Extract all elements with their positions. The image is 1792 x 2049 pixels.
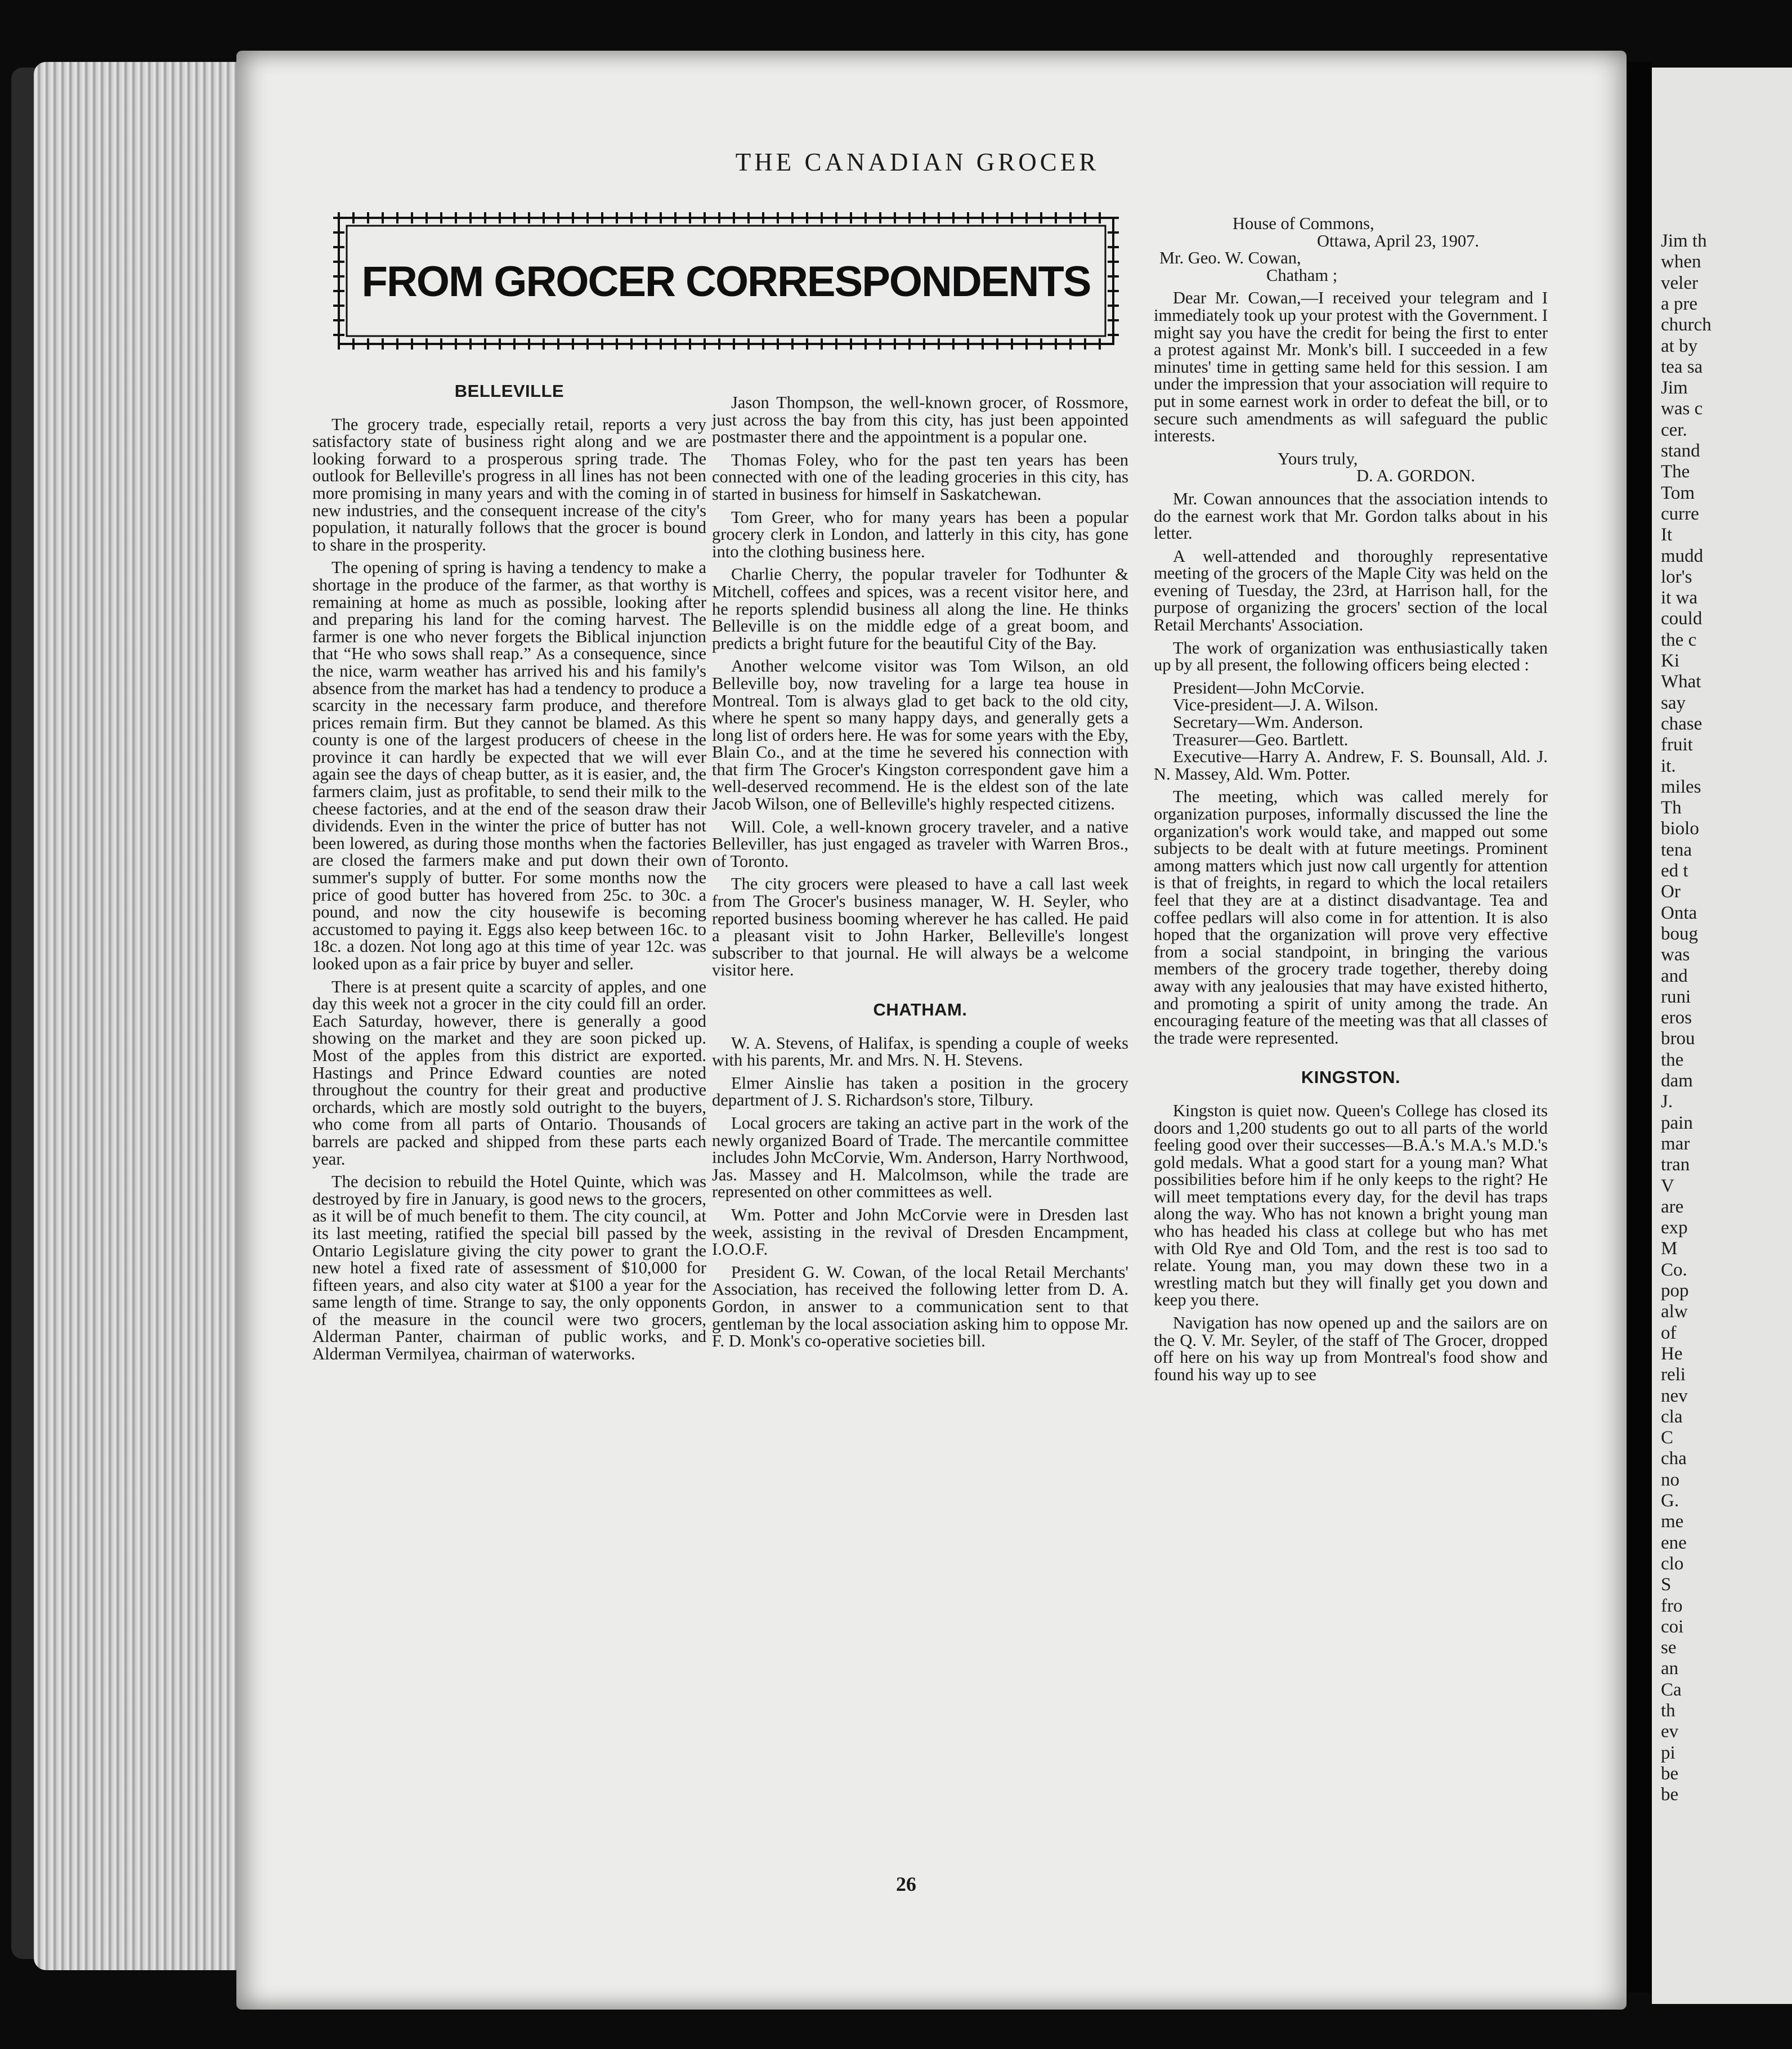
facing-page-text: clo xyxy=(1661,1553,1684,1574)
facing-page-text: be xyxy=(1661,1763,1679,1784)
facing-page-text: at by xyxy=(1661,335,1698,356)
belleville-paragraph: The grocery trade, especially retail, reports a very satisfactory state of business right along and we are looking forward to a prosperous spring trade. The outlook for Belleville's progress in all lines has not been more promising in many years and with the coming in of new industries, and the consequent increase of the city's population, it naturally follows that the grocer is bound to share in the prosperity. xyxy=(312,414,706,554)
facing-page-text: Ca xyxy=(1661,1679,1682,1700)
facing-page-text: Co. xyxy=(1661,1259,1687,1280)
facing-page-text: alw xyxy=(1661,1301,1688,1322)
kingston-heading: KINGSTON. xyxy=(1301,1067,1401,1088)
page-edges xyxy=(34,62,248,1970)
facing-page-text: miles xyxy=(1661,776,1701,797)
facing-page-text: chase xyxy=(1661,713,1703,734)
chatham-paragraph: Elmer Ainslie has taken a position in the grocery department of J. S. Richardson's store, Tilbury. xyxy=(712,1073,1128,1110)
book-gutter xyxy=(1624,62,1652,1993)
facing-page-text: me xyxy=(1661,1511,1684,1532)
news-paragraph: The city grocers were pleased to have a call last week from The Grocer's business manager, W. H. Seyler, who reported business booming wherever he has called. He paid a pleasant visit to John Harker, Belleville's longest subscriber to that journal. He will always be a welcome visitor here. xyxy=(712,874,1128,980)
facing-page-text: C xyxy=(1661,1428,1674,1448)
chatham-paragraph: The work of organization was enthusiastically taken up by all present, the following officers being elected : xyxy=(1154,638,1548,675)
column-left xyxy=(312,383,706,1368)
facing-page-text: It xyxy=(1661,525,1673,545)
letter-addressee: Mr. Geo. W. Cowan, xyxy=(1159,248,1301,268)
facing-page-text: J. xyxy=(1661,1091,1673,1112)
officer-line: President—John McCorvie. xyxy=(1173,678,1365,697)
facing-page-text: S xyxy=(1661,1574,1672,1595)
facing-page-text: the c xyxy=(1661,629,1697,650)
facing-page-text: eros xyxy=(1661,1008,1692,1028)
column-right xyxy=(1154,215,1548,1389)
facing-page-text: it wa xyxy=(1661,588,1698,609)
news-paragraph: Charlie Cherry, the popular traveler for Todhunter & Mitchell, coffees and spices, was a recent visitor here, and he reports splendid business all along the line. He thinks Belleville is on the middle edge of a great boom, and predicts a bright future for the beautiful City of the Bay. xyxy=(712,565,1128,653)
facing-page-text: tena xyxy=(1661,839,1692,860)
facing-page-text: G. xyxy=(1661,1491,1679,1511)
chatham-paragraph: A well-attended and thoroughly representative meeting of the grocers of the Maple City was held on the evening of Tuesday, the 23rd, at Harrison hall, for the purpose of organizing the grocers' section of the local Retail Merchants' Association. xyxy=(1154,546,1548,635)
facing-page-text: Jim th xyxy=(1661,231,1707,251)
facing-page-text: reli xyxy=(1661,1364,1686,1385)
facing-page-text: could xyxy=(1661,609,1703,629)
facing-page-text: curre xyxy=(1661,503,1699,524)
facing-page-text: the xyxy=(1661,1049,1684,1070)
facing-page-text: was xyxy=(1661,945,1690,965)
facing-page-text: say xyxy=(1661,692,1686,713)
facing-page-text: was c xyxy=(1661,399,1703,419)
news-paragraph: Another welcome visitor was Tom Wilson, an old Belleville boy, now traveling for a large tea house in Montreal. Tom is always glad to get back to the old city, where he spent so many happy days, and generally gets a long list of orders here. He was for some years with the Eby, Blain Co., and at the time he severed his connection with that firm The Grocer's Kingston correspondent gave him a well-deserved recommend. He is the eldest son of the late Jacob Wilson, one of Belleville's highly respected citizens. xyxy=(712,656,1128,814)
section-heading: FROM GROCER CORRESPONDENTS xyxy=(361,258,1091,306)
facing-page-text: dam xyxy=(1661,1071,1693,1091)
facing-page-text: Onta xyxy=(1661,902,1697,923)
belleville-heading: BELLEVILLE xyxy=(454,381,565,401)
officer-line: Executive—Harry A. Andrew, F. S. Bounsall, Ald. J. N. Massey, Ald. Wm. Potter. xyxy=(1154,747,1548,784)
facing-page-text: tran xyxy=(1661,1155,1690,1175)
facing-page-text: cla xyxy=(1661,1406,1683,1427)
chatham-paragraph: Wm. Potter and John McCorvie were in Dresden last week, assisting in the revival of Dresden Encampment, I.O.O.F. xyxy=(712,1205,1128,1259)
facing-page-text: church xyxy=(1661,315,1712,335)
facing-page-text: Jim xyxy=(1661,378,1688,399)
facing-page-text: are xyxy=(1661,1196,1684,1217)
letter-close: Yours truly, xyxy=(1278,449,1358,468)
letter-signature: D. A. GORDON. xyxy=(1356,466,1475,486)
heading-box xyxy=(332,211,1120,351)
facing-page-text: fro xyxy=(1661,1595,1683,1616)
facing-page-text: exp xyxy=(1661,1218,1688,1238)
facing-page-text: ev xyxy=(1661,1721,1679,1742)
chatham-heading: CHATHAM. xyxy=(873,1000,967,1019)
facing-page-text: pain xyxy=(1661,1112,1693,1133)
facing-page-text: when xyxy=(1661,252,1701,272)
news-paragraph: Will. Cole, a well-known grocery traveler, and a native Belleviller, has just engaged as traveler with Warren Bros., of Toronto. xyxy=(712,817,1128,871)
news-paragraph: Thomas Foley, who for the past ten years has been connected with one of the leading groceries in this city, has started in business for himself in Saskatchewan. xyxy=(712,450,1128,504)
facing-page-text: and xyxy=(1661,965,1688,986)
facing-page-text: ed t xyxy=(1661,861,1688,881)
facing-page-text: Th xyxy=(1661,798,1682,818)
letter-body: Dear Mr. Cowan,—I received your telegram and I immediately took up your protest with the Government. I might say you have the credit for being the first to enter a protest against Mr. Monk's bill. I succeeded in a few minutes' time in getting same held for this session. I am under the impression that your association will require to put in some earnest work in order to defeat the bill, or to secure such amendments as will safeguard the public interests. xyxy=(1154,288,1548,446)
kingston-paragraph: Navigation has now opened up and the sailors are on the Q. V. Mr. Seyler, of the staff of The Grocer, dropped off here on his way up from Montreal's food show and found his way up to see xyxy=(1154,1313,1548,1384)
facing-page-text: an xyxy=(1661,1658,1679,1679)
facing-page-text: no xyxy=(1661,1469,1679,1490)
facing-page-text: stand xyxy=(1661,441,1700,461)
facing-page-text: He xyxy=(1661,1343,1683,1364)
facing-page-text: mar xyxy=(1661,1133,1690,1154)
chatham-paragraph: President G. W. Cowan, of the local Retail Merchants' Association, has received the following letter from D. A. Gordon, in answer to a communication sent to that gentleman by the local association asking him to oppose Mr. F. D. Monk's co-operative societies bill. xyxy=(712,1262,1128,1351)
chatham-paragraph: Mr. Cowan announces that the association intends to do the earnest work that Mr. Gordon talks about in his letter. xyxy=(1154,489,1548,543)
facing-page-text: boug xyxy=(1661,923,1698,944)
facing-page-text: se xyxy=(1661,1638,1677,1658)
facing-page-text: it. xyxy=(1661,755,1676,776)
facing-page-text: What xyxy=(1661,672,1701,692)
facing-page-text: cha xyxy=(1661,1448,1687,1469)
facing-page-text: cer. xyxy=(1661,419,1687,440)
facing-page-text: fruit xyxy=(1661,735,1693,755)
facing-page-text: runi xyxy=(1661,986,1691,1007)
facing-page-text: lor's xyxy=(1661,566,1692,587)
meeting-paragraph: The meeting, which was called merely for organization purposes, informally discussed the line the organization's work would take, and mapped out some subjects to be dealt with at future meetings. Prominent among matters which just now call urgently for attention is that of freights, in regard to which the local retailers feel that they are at a distinct disadvantage. Tea and coffee pedlars will also come in for attention. It is also hoped that the organization will prove very effective from a social standpoint, in bringing the various members of the grocery trade together, thereby doing away with any jealousies that may have existed hitherto, and promoting a spirit of unity among the trade. An encouraging feature of the meeting was that all classes of the trade were represented. xyxy=(1154,787,1548,1048)
facing-page-text: coi xyxy=(1661,1616,1684,1637)
facing-page xyxy=(1652,68,1792,2004)
belleville-paragraph: There is at present quite a scarcity of apples, and one day this week not a grocer in the city could fill an order. Each Saturday, however, there is generally a good showing on the market and they are soon picked up. Most of the apples from this district are exported. Hastings and Prince Edward counties are noted throughout the country for their great and productive orchards, which are mostly sold outright to the buyers, who come from all parts of Ontario. Thousands of barrels are packed and shipped from these parts each year. xyxy=(312,977,706,1169)
officer-line: Secretary—Wm. Anderson. xyxy=(1173,713,1363,732)
kingston-paragraph: Kingston is quiet now. Queen's College has closed its doors and 1,200 students go out to all parts of the world feeling good over their successes—B.A.'s M.A.'s M.D.'s gold medals. What a good start for a young man? What possibilities before him if he only keeps to the right? He will meet temptations every day, for the devil has traps along the way. Who has not known a bright young man who has headed his class at college but who has met with Old Rye and Old Tom, and the rest is too sad to relate. Young man, you may down these two in a wrestling match but they will finally get you down and keep you there. xyxy=(1154,1100,1548,1310)
facing-page-text: Or xyxy=(1661,882,1681,902)
facing-page-text: brou xyxy=(1661,1028,1695,1049)
facing-page-text: mudd xyxy=(1661,545,1704,566)
chatham-paragraph: Local grocers are taking an active part in the work of the newly organized Board of Trade. The mercantile committee includes John McCorvie, Wm. Anderson, Harry Northwood, Jas. Massey and H. Malcolmson, while the trade are represented on other committees as well. xyxy=(712,1113,1128,1202)
facing-page-text: Ki xyxy=(1661,651,1679,671)
facing-page-text: M xyxy=(1661,1238,1678,1259)
letter-date: Ottawa, April 23, 1907. xyxy=(1317,231,1480,250)
facing-page-text: veler xyxy=(1661,272,1698,293)
facing-page-text: The xyxy=(1661,462,1690,482)
facing-page-text: ene xyxy=(1661,1532,1687,1553)
column-middle xyxy=(712,394,1128,1355)
facing-page-text: tea sa xyxy=(1661,356,1703,377)
facing-page-text: th xyxy=(1661,1701,1675,1721)
chatham-paragraph: W. A. Stevens, of Halifax, is spending a couple of weeks with his parents, Mr. and Mrs. N. H. Stevens. xyxy=(712,1033,1128,1070)
officer-line: Vice-president—J. A. Wilson. xyxy=(1173,695,1378,715)
facing-page-text: V xyxy=(1661,1175,1674,1196)
facing-page-text: nev xyxy=(1661,1385,1688,1406)
officer-line: Treasurer—Geo. Bartlett. xyxy=(1173,730,1349,749)
facing-page-text: pop xyxy=(1661,1281,1689,1301)
running-head: THE CANADIAN GROCER xyxy=(735,148,1100,176)
letter-sender: House of Commons, xyxy=(1233,214,1374,233)
facing-page-text: biolo xyxy=(1661,818,1699,839)
facing-page-text: pi xyxy=(1661,1742,1675,1763)
facing-page-text: be xyxy=(1661,1784,1679,1805)
belleville-paragraph: The decision to rebuild the Hotel Quinte, which was destroyed by fire in January, is good news to the grocers, as it will be of much benefit to them. The city council, at its last meeting, ratified the special bill passed by the Ontario Legislature giving the city power to grant the new hotel a fixed rate of assessment of $10,000 for fifteen years, and also city water at $100 a year for the same length of time. Strange to say, the only opponents of the measure in the council were two grocers, Alderman Panter, chairman of public works, and Alderman Vermilyea, chairman of waterworks. xyxy=(312,1172,706,1364)
page-number: 26 xyxy=(896,1873,916,1895)
letter-place: Chatham ; xyxy=(1266,265,1338,285)
news-paragraph: Jason Thompson, the well-known grocer, of Rossmore, just across the bay from this city, has just been appointed postmaster there and the appointment is a popular one. xyxy=(712,393,1128,447)
belleville-paragraph: The opening of spring is having a tendency to make a shortage in the produce of the farmer, as that worthy is remaining at home as much as possible, looking after and preparing his land for the coming harvest. The farmer is one who never forgets the Biblical injunction that “He who sows shall reap.” As a consequence, since the nice, warm weather has arrived his and his family's absence from the market has had a tendency to produce a scarcity in the necessary farm produce, and therefore prices remain firm. But they cannot be blamed. As this county is one of the largest producers of cheese in the province it can hardly be expected that we will ever again see the days of cheap butter, as it is easier, and, the farmers claim, just as profitable, to send their milk to the cheese factories, and at the end of the season draw their dividends. Even in the winter the price of butter has not been lowered, as during those months when the factories are closed the farmers make and put down their own summer's supply of butter. For some months now the price of good butter has hovered from 25c. to 30c. a pound, and now the city housewife is becoming accustomed to paying it. Eggs also keep between 16c. to 18c. a dozen. Not long ago at this time of year 12c. was looked upon as a fair price by buyer and seller. xyxy=(312,558,706,973)
facing-page-text: a pre xyxy=(1661,293,1698,314)
news-paragraph: Tom Greer, who for many years has been a popular grocery clerk in London, and latterly in this city, has gone into the clothing business here. xyxy=(712,507,1128,561)
facing-page-text: of xyxy=(1661,1322,1677,1343)
facing-page-text: Tom xyxy=(1661,482,1695,503)
